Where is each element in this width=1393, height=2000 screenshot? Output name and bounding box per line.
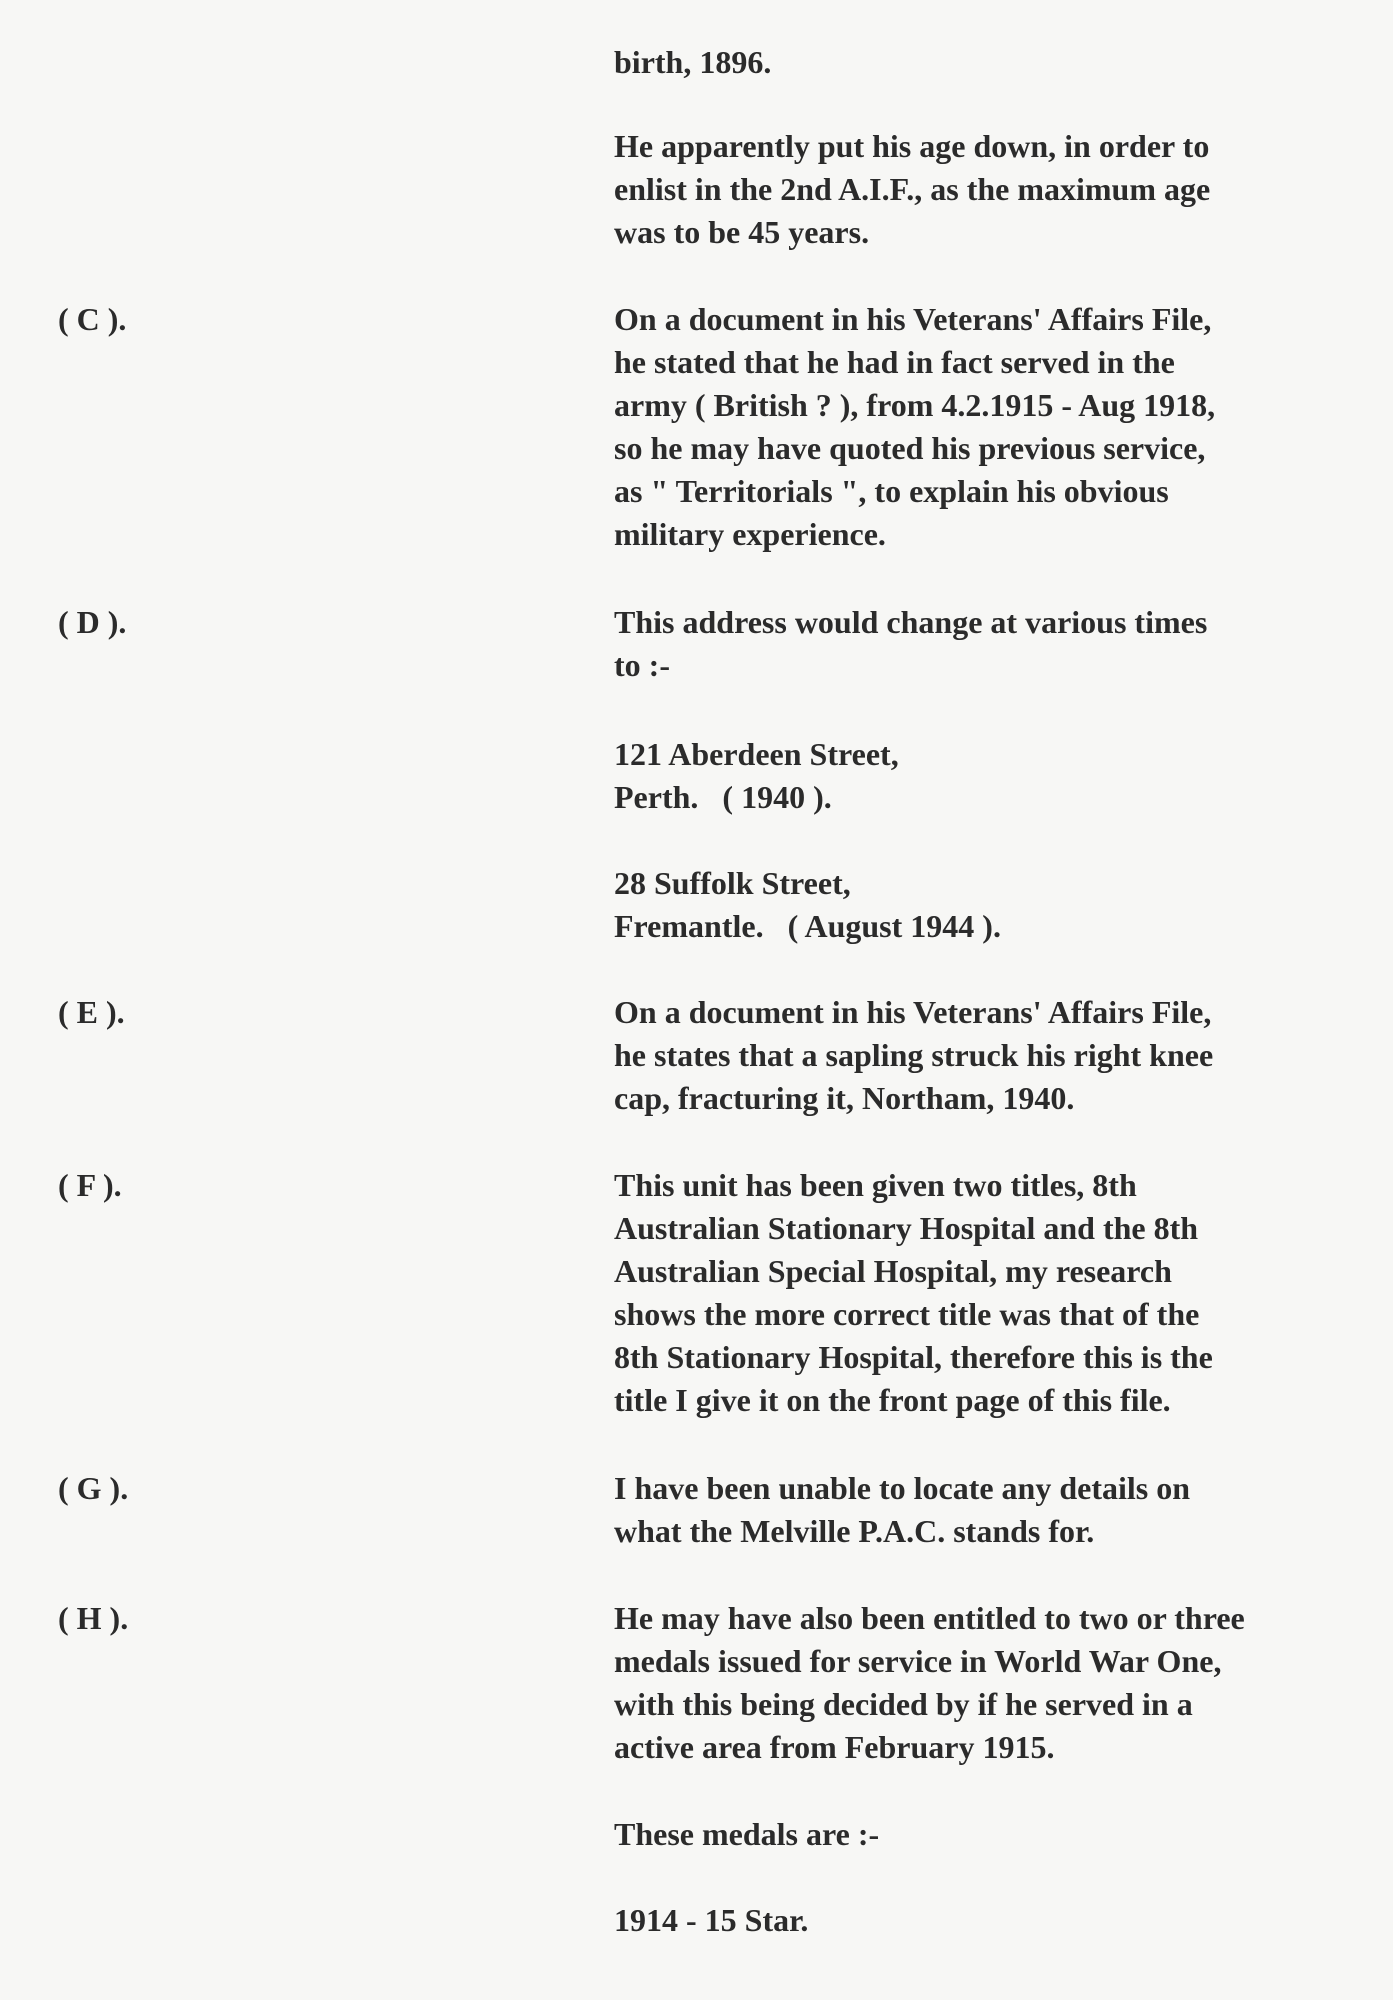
text-line: what the Melville P.A.C. stands for. (614, 1513, 1095, 1549)
note-marker: ( F ). (58, 1167, 122, 1203)
note-text (614, 1899, 1354, 1942)
text-line: was to be 45 years. (614, 214, 870, 250)
note-text (614, 733, 1354, 819)
note-text (614, 1597, 1354, 1769)
note-text (614, 298, 1354, 556)
note-text (614, 1813, 1354, 1856)
text-line: Fremantle. ( August 1944 ). (614, 908, 1001, 944)
text-line: title I give it on the front page of this file. (614, 1382, 1171, 1418)
note-marker: ( C ). (58, 301, 127, 337)
text-line: He apparently put his age down, in order to (614, 128, 1210, 164)
text-line: shows the more correct title was that of the (614, 1296, 1200, 1332)
note-text (614, 1164, 1354, 1422)
text-line: Perth. ( 1940 ). (614, 779, 832, 815)
text-line: as " Territorials ", to explain his obvious (614, 473, 1169, 509)
text-line: to :- (614, 647, 670, 683)
text-line: 28 Suffolk Street, (614, 865, 851, 901)
note-text (614, 41, 1354, 84)
text-line: cap, fracturing it, Northam, 1940. (614, 1080, 1075, 1116)
text-line: military experience. (614, 516, 886, 552)
text-line: birth, 1896. (614, 44, 772, 80)
note-marker: ( D ). (58, 604, 127, 640)
note-text (614, 862, 1354, 948)
text-line: 8th Stationary Hospital, therefore this is the (614, 1339, 1213, 1375)
text-line: 121 Aberdeen Street, (614, 736, 899, 772)
note-text (614, 1467, 1354, 1553)
text-line: I have been unable to locate any details on (614, 1470, 1191, 1506)
text-line: army ( British ? ), from 4.2.1915 - Aug 1918, (614, 387, 1216, 423)
text-line: he states that a sapling struck his right knee (614, 1037, 1214, 1073)
note-text (614, 125, 1354, 254)
text-line: This address would change at various times (614, 604, 1208, 640)
text-line: On a document in his Veterans' Affairs File, (614, 301, 1212, 337)
note-marker: ( H ). (58, 1600, 129, 1636)
text-line: Australian Stationary Hospital and the 8th (614, 1210, 1199, 1246)
text-line: so he may have quoted his previous service, (614, 430, 1206, 466)
text-line: He may have also been entitled to two or three (614, 1600, 1245, 1636)
note-text (614, 601, 1354, 687)
text-line: enlist in the 2nd A.I.F., as the maximum age (614, 171, 1211, 207)
text-line: These medals are :- (614, 1816, 880, 1852)
text-line: active area from February 1915. (614, 1729, 1055, 1765)
note-text (614, 991, 1354, 1120)
text-line: 1914 - 15 Star. (614, 1902, 809, 1938)
text-line: medals issued for service in World War One, (614, 1643, 1222, 1679)
note-marker: ( E ). (58, 994, 125, 1030)
text-line: This unit has been given two titles, 8th (614, 1167, 1137, 1203)
text-line: with this being decided by if he served in a (614, 1686, 1193, 1722)
text-line: Australian Special Hospital, my research (614, 1253, 1172, 1289)
text-line: he stated that he had in fact served in the (614, 344, 1175, 380)
note-marker: ( G ). (58, 1470, 129, 1506)
text-line: On a document in his Veterans' Affairs File, (614, 994, 1212, 1030)
